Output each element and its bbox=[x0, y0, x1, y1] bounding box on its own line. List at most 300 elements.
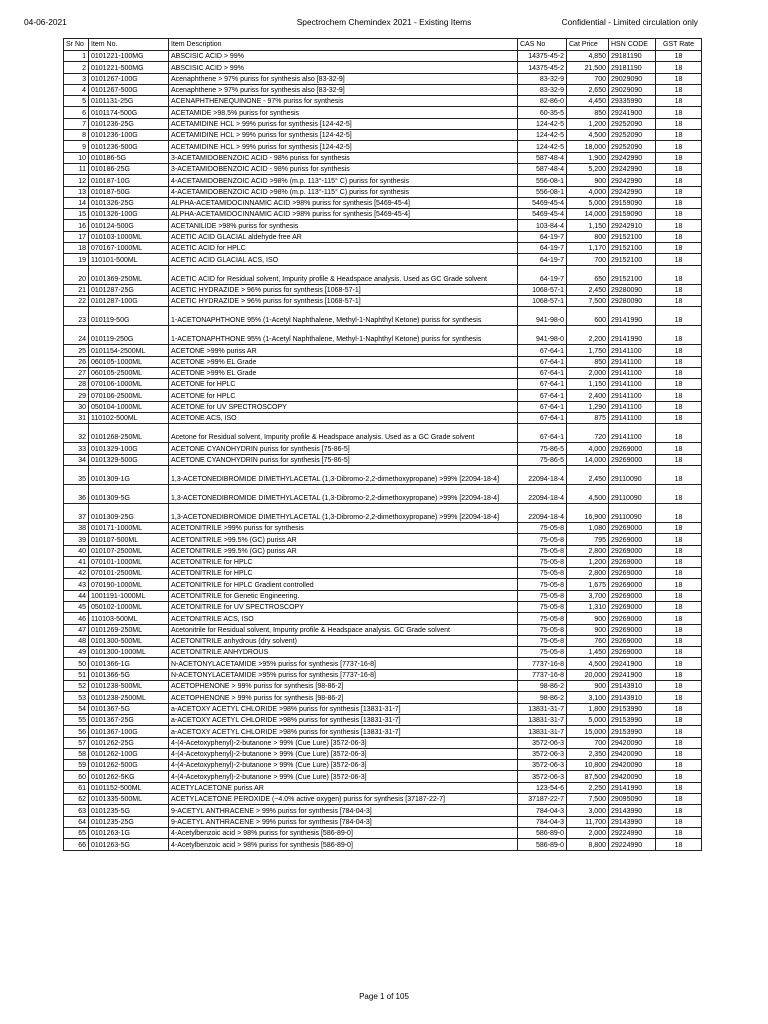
gst-rate-cell: 18 bbox=[656, 197, 702, 208]
hsn-code-cell: 29269000 bbox=[609, 443, 656, 454]
item-no-cell: 0101300-1000ML bbox=[89, 647, 169, 658]
item-no-cell: 0101369-250ML bbox=[89, 265, 169, 284]
item-no-cell: 0101152-500ML bbox=[89, 782, 169, 793]
gst-rate-cell: 18 bbox=[656, 534, 702, 545]
description-cell: ACETYLACETONE puriss AR bbox=[169, 782, 518, 793]
sr-no-cell: 38 bbox=[64, 522, 89, 533]
hsn-code-cell: 29335990 bbox=[609, 96, 656, 107]
description-cell: 1,3-ACETONEDIBROMIDE DIMETHYLACETAL (1,3-Dibromo-2,2-dimethoxypropane) >99% [22094-18-4] bbox=[169, 465, 518, 484]
table-row bbox=[64, 503, 702, 522]
cas-no-cell: 75-05-8 bbox=[518, 647, 567, 658]
gst-rate-cell: 18 bbox=[656, 141, 702, 152]
gst-rate-cell: 18 bbox=[656, 118, 702, 129]
hsn-code-cell: 29269000 bbox=[609, 454, 656, 465]
table-row bbox=[64, 175, 702, 186]
cas-no-cell: 5469-45-4 bbox=[518, 209, 567, 220]
gst-rate-cell: 18 bbox=[656, 163, 702, 174]
item-no-cell: 0101221-100MG bbox=[89, 51, 169, 62]
hsn-code-cell: 29269000 bbox=[609, 534, 656, 545]
hsn-code-cell: 29152100 bbox=[609, 243, 656, 254]
table-row bbox=[64, 307, 702, 326]
price-cell: 4,850 bbox=[567, 51, 609, 62]
gst-rate-cell: 18 bbox=[656, 816, 702, 827]
cas-no-cell: 98-86-2 bbox=[518, 692, 567, 703]
hsn-code-cell: 29224990 bbox=[609, 839, 656, 850]
description-cell: ACETONE for HPLC bbox=[169, 390, 518, 401]
table-row bbox=[64, 635, 702, 646]
item-no-cell: 070167-1000ML bbox=[89, 243, 169, 254]
gst-rate-cell: 18 bbox=[656, 284, 702, 295]
cas-no-cell: 941-98-0 bbox=[518, 307, 567, 326]
sr-no-cell: 36 bbox=[64, 484, 89, 503]
gst-rate-cell: 18 bbox=[656, 96, 702, 107]
item-no-cell: 010124-500G bbox=[89, 220, 169, 231]
price-cell: 760 bbox=[567, 635, 609, 646]
table-row bbox=[64, 805, 702, 816]
description-cell: 4-(4-Acetoxyphenyl)-2-butanone > 99% (Cue Lure) [3572-06-3] bbox=[169, 760, 518, 771]
description-cell: ACETIC ACID GLACIAL aldehyde free AR bbox=[169, 231, 518, 242]
hsn-code-cell: 29141100 bbox=[609, 345, 656, 356]
sr-no-cell: 21 bbox=[64, 284, 89, 295]
item-no-cell: 0101267-500G bbox=[89, 84, 169, 95]
gst-rate-cell: 18 bbox=[656, 771, 702, 782]
table-row bbox=[64, 163, 702, 174]
gst-rate-cell: 18 bbox=[656, 443, 702, 454]
item-no-cell: 0101268-250ML bbox=[89, 424, 169, 443]
price-cell: 700 bbox=[567, 737, 609, 748]
sr-no-cell: 22 bbox=[64, 295, 89, 306]
item-no-cell: 010186-25G bbox=[89, 163, 169, 174]
description-cell: ACETIC ACID for HPLC bbox=[169, 243, 518, 254]
cas-no-cell: 64-19-7 bbox=[518, 254, 567, 265]
cas-no-cell: 3572-06-3 bbox=[518, 771, 567, 782]
gst-rate-cell: 18 bbox=[656, 726, 702, 737]
item-no-cell: 010107-2500ML bbox=[89, 545, 169, 556]
cas-no-cell: 587-48-4 bbox=[518, 163, 567, 174]
price-cell: 900 bbox=[567, 681, 609, 692]
hsn-code-cell: 29420090 bbox=[609, 771, 656, 782]
sr-no-cell: 55 bbox=[64, 714, 89, 725]
gst-rate-cell: 18 bbox=[656, 714, 702, 725]
hsn-code-cell: 29280090 bbox=[609, 284, 656, 295]
sr-no-cell: 24 bbox=[64, 326, 89, 345]
description-cell: ACETIC HYDRAZIDE > 96% puriss for synthesis [1068-57-1] bbox=[169, 284, 518, 295]
table-row bbox=[64, 534, 702, 545]
cas-no-cell: 98-86-2 bbox=[518, 681, 567, 692]
gst-rate-cell: 18 bbox=[656, 647, 702, 658]
hsn-code-cell: 29159090 bbox=[609, 197, 656, 208]
hsn-code-cell: 29141100 bbox=[609, 413, 656, 424]
gst-rate-cell: 18 bbox=[656, 209, 702, 220]
cas-no-cell: 67-64-1 bbox=[518, 367, 567, 378]
item-no-cell: 0101154-2500ML bbox=[89, 345, 169, 356]
gst-rate-cell: 18 bbox=[656, 424, 702, 443]
item-no-cell: 060105-1000ML bbox=[89, 356, 169, 367]
price-cell: 18,000 bbox=[567, 141, 609, 152]
item-no-cell: 0101238-500ML bbox=[89, 681, 169, 692]
description-cell: ALPHA-ACETAMIDOCINNAMIC ACID >98% puriss for synthesis [5469-45-4] bbox=[169, 197, 518, 208]
item-no-cell: 0101236-100G bbox=[89, 130, 169, 141]
price-cell: 4,500 bbox=[567, 130, 609, 141]
price-cell: 650 bbox=[567, 265, 609, 284]
hsn-code-cell: 29252090 bbox=[609, 141, 656, 152]
gst-rate-cell: 18 bbox=[656, 503, 702, 522]
sr-no-cell: 44 bbox=[64, 590, 89, 601]
sr-no-cell: 2 bbox=[64, 62, 89, 73]
cas-no-cell: 75-05-8 bbox=[518, 568, 567, 579]
sr-no-cell: 8 bbox=[64, 130, 89, 141]
sr-no-cell: 39 bbox=[64, 534, 89, 545]
description-cell: 1,3-ACETONEDIBROMIDE DIMETHYLACETAL (1,3-Dibromo-2,2-dimethoxypropane) >99% [22094-18-4] bbox=[169, 484, 518, 503]
col-sr-no: Sr No bbox=[64, 39, 89, 51]
gst-rate-cell: 18 bbox=[656, 107, 702, 118]
price-cell: 5,000 bbox=[567, 714, 609, 725]
table-row bbox=[64, 62, 702, 73]
table-header-row bbox=[64, 39, 702, 51]
description-cell: 3-ACETAMIDOBENZOIC ACID - 98% puriss for synthesis bbox=[169, 163, 518, 174]
sr-no-cell: 42 bbox=[64, 568, 89, 579]
hsn-code-cell: 29269000 bbox=[609, 647, 656, 658]
item-no-cell: 050104-1000ML bbox=[89, 401, 169, 412]
description-cell: ACETOPHENONE > 99% puriss for synthesis [98-86-2] bbox=[169, 692, 518, 703]
cas-no-cell: 75-86-5 bbox=[518, 443, 567, 454]
col-item-no: Item No. bbox=[89, 39, 169, 51]
sr-no-cell: 6 bbox=[64, 107, 89, 118]
description-cell: 4-(4-Acetoxyphenyl)-2-butanone > 99% (Cue Lure) [3572-06-3] bbox=[169, 737, 518, 748]
price-cell: 4,500 bbox=[567, 484, 609, 503]
description-cell: ACETYLACETONE PEROXIDE (~4.0% active oxygen) puriss for synthesis [37187-22-7] bbox=[169, 794, 518, 805]
price-cell: 700 bbox=[567, 254, 609, 265]
description-cell: ACETONITRILE ACS, ISO bbox=[169, 613, 518, 624]
description-cell: a-ACETOXY ACETYL CHLORIDE >98% puriss for synthesis [13831-31-7] bbox=[169, 714, 518, 725]
description-cell: 4-ACETAMIDOBENZOIC ACID >98% (m.p. 113°-115° C) puriss for synthesis bbox=[169, 186, 518, 197]
sr-no-cell: 40 bbox=[64, 545, 89, 556]
cas-no-cell: 13831-31-7 bbox=[518, 726, 567, 737]
table-row bbox=[64, 737, 702, 748]
hsn-code-cell: 29141100 bbox=[609, 390, 656, 401]
description-cell: ACETONE >99% EL Grade bbox=[169, 356, 518, 367]
hsn-code-cell: 29269000 bbox=[609, 556, 656, 567]
sr-no-cell: 56 bbox=[64, 726, 89, 737]
hsn-code-cell: 29181190 bbox=[609, 62, 656, 73]
hsn-code-cell: 29242990 bbox=[609, 163, 656, 174]
item-no-cell: 0101335-500ML bbox=[89, 794, 169, 805]
gst-rate-cell: 18 bbox=[656, 152, 702, 163]
gst-rate-cell: 18 bbox=[656, 601, 702, 612]
hsn-code-cell: 29110090 bbox=[609, 503, 656, 522]
cas-no-cell: 67-64-1 bbox=[518, 424, 567, 443]
sr-no-cell: 41 bbox=[64, 556, 89, 567]
table-row bbox=[64, 424, 702, 443]
cas-no-cell: 75-05-8 bbox=[518, 556, 567, 567]
gst-rate-cell: 18 bbox=[656, 545, 702, 556]
cas-no-cell: 75-05-8 bbox=[518, 635, 567, 646]
table-row bbox=[64, 356, 702, 367]
table-row bbox=[64, 84, 702, 95]
price-cell: 2,000 bbox=[567, 367, 609, 378]
sr-no-cell: 61 bbox=[64, 782, 89, 793]
cas-no-cell: 75-05-8 bbox=[518, 534, 567, 545]
item-no-cell: 0101236-500G bbox=[89, 141, 169, 152]
gst-rate-cell: 18 bbox=[656, 62, 702, 73]
hsn-code-cell: 29153990 bbox=[609, 726, 656, 737]
price-cell: 2,000 bbox=[567, 827, 609, 838]
table-row bbox=[64, 141, 702, 152]
gst-rate-cell: 18 bbox=[656, 681, 702, 692]
table-row bbox=[64, 703, 702, 714]
description-cell: ACETONITRILE >99.5% (GC) puriss AR bbox=[169, 534, 518, 545]
sr-no-cell: 63 bbox=[64, 805, 89, 816]
cas-no-cell: 586-89-0 bbox=[518, 827, 567, 838]
hsn-code-cell: 29141990 bbox=[609, 782, 656, 793]
description-cell: ACETONITRILE for UV SPECTROSCOPY bbox=[169, 601, 518, 612]
item-no-cell: 070190-1000ML bbox=[89, 579, 169, 590]
price-cell: 3,100 bbox=[567, 692, 609, 703]
gst-rate-cell: 18 bbox=[656, 692, 702, 703]
description-cell: ACETONITRILE >99% puriss for synthesis bbox=[169, 522, 518, 533]
sr-no-cell: 14 bbox=[64, 197, 89, 208]
description-cell: ACETONE for UV SPECTROSCOPY bbox=[169, 401, 518, 412]
description-cell: ACETANILIDE >98% puriss for synthesis bbox=[169, 220, 518, 231]
hsn-code-cell: 29141100 bbox=[609, 424, 656, 443]
table-row bbox=[64, 231, 702, 242]
item-no-cell: 0101262-100G bbox=[89, 748, 169, 759]
sr-no-cell: 49 bbox=[64, 647, 89, 658]
hsn-code-cell: 29269000 bbox=[609, 522, 656, 533]
hsn-code-cell: 29242990 bbox=[609, 152, 656, 163]
table-row bbox=[64, 265, 702, 284]
gst-rate-cell: 18 bbox=[656, 356, 702, 367]
cas-no-cell: 13831-31-7 bbox=[518, 703, 567, 714]
price-cell: 8,800 bbox=[567, 839, 609, 850]
table-row bbox=[64, 209, 702, 220]
cas-no-cell: 5469-45-4 bbox=[518, 197, 567, 208]
price-cell: 2,450 bbox=[567, 284, 609, 295]
sr-no-cell: 29 bbox=[64, 390, 89, 401]
sr-no-cell: 18 bbox=[64, 243, 89, 254]
table-row bbox=[64, 714, 702, 725]
gst-rate-cell: 18 bbox=[656, 84, 702, 95]
item-no-cell: 0101309-1G bbox=[89, 465, 169, 484]
description-cell: ACETONITRILE ANHYDROUS bbox=[169, 647, 518, 658]
item-no-cell: 110103-500ML bbox=[89, 613, 169, 624]
col-hsn-code: HSN CODE bbox=[609, 39, 656, 51]
cas-no-cell: 3572-06-3 bbox=[518, 760, 567, 771]
description-cell: ACETONITRILE for HPLC bbox=[169, 568, 518, 579]
gst-rate-cell: 18 bbox=[656, 51, 702, 62]
description-cell: ACETONITRILE for HPLC Gradient controlled bbox=[169, 579, 518, 590]
hsn-code-cell: 29152100 bbox=[609, 231, 656, 242]
gst-rate-cell: 18 bbox=[656, 401, 702, 412]
price-cell: 900 bbox=[567, 613, 609, 624]
page-header bbox=[0, 17, 768, 31]
hsn-code-cell: 29242990 bbox=[609, 175, 656, 186]
item-no-cell: 0101309-25G bbox=[89, 503, 169, 522]
price-cell: 2,200 bbox=[567, 326, 609, 345]
sr-no-cell: 27 bbox=[64, 367, 89, 378]
description-cell: ACETIC ACID for Residual solvent, Impurity profile & Headspace analysis. Used as GC Grade solvent bbox=[169, 265, 518, 284]
sr-no-cell: 66 bbox=[64, 839, 89, 850]
gst-rate-cell: 18 bbox=[656, 265, 702, 284]
item-no-cell: 0101269-250ML bbox=[89, 624, 169, 635]
gst-rate-cell: 18 bbox=[656, 635, 702, 646]
table-row bbox=[64, 326, 702, 345]
price-cell: 2,800 bbox=[567, 545, 609, 556]
sr-no-cell: 46 bbox=[64, 613, 89, 624]
gst-rate-cell: 18 bbox=[656, 748, 702, 759]
price-cell: 1,290 bbox=[567, 401, 609, 412]
price-cell: 15,000 bbox=[567, 726, 609, 737]
gst-rate-cell: 18 bbox=[656, 243, 702, 254]
item-no-cell: 0101300-500ML bbox=[89, 635, 169, 646]
col-gst-rate: GST Rate bbox=[656, 39, 702, 51]
price-cell: 1,170 bbox=[567, 243, 609, 254]
hsn-code-cell: 29242990 bbox=[609, 186, 656, 197]
cas-no-cell: 82-86-0 bbox=[518, 96, 567, 107]
price-cell: 2,450 bbox=[567, 465, 609, 484]
item-no-cell: 0101287-25G bbox=[89, 284, 169, 295]
sr-no-cell: 54 bbox=[64, 703, 89, 714]
price-cell: 3,700 bbox=[567, 590, 609, 601]
gst-rate-cell: 18 bbox=[656, 760, 702, 771]
sr-no-cell: 43 bbox=[64, 579, 89, 590]
item-no-cell: 0101262-5KG bbox=[89, 771, 169, 782]
sr-no-cell: 3 bbox=[64, 73, 89, 84]
table-row bbox=[64, 726, 702, 737]
table-row bbox=[64, 556, 702, 567]
table-row bbox=[64, 254, 702, 265]
sr-no-cell: 11 bbox=[64, 163, 89, 174]
gst-rate-cell: 18 bbox=[656, 556, 702, 567]
price-cell: 850 bbox=[567, 107, 609, 118]
item-no-cell: 070101-1000ML bbox=[89, 556, 169, 567]
sr-no-cell: 26 bbox=[64, 356, 89, 367]
table-row bbox=[64, 816, 702, 827]
sr-no-cell: 17 bbox=[64, 231, 89, 242]
sr-no-cell: 64 bbox=[64, 816, 89, 827]
item-no-cell: 0101131-25G bbox=[89, 96, 169, 107]
gst-rate-cell: 18 bbox=[656, 484, 702, 503]
table-row bbox=[64, 624, 702, 635]
cas-no-cell: 123-54-6 bbox=[518, 782, 567, 793]
cas-no-cell: 586-89-0 bbox=[518, 839, 567, 850]
item-no-cell: 0101309-5G bbox=[89, 484, 169, 503]
gst-rate-cell: 18 bbox=[656, 295, 702, 306]
description-cell: 4-Acetylbenzoic acid > 98% puriss for synthesis [586-89-0] bbox=[169, 827, 518, 838]
table-row bbox=[64, 186, 702, 197]
price-cell: 14,000 bbox=[567, 209, 609, 220]
cas-no-cell: 103-84-4 bbox=[518, 220, 567, 231]
gst-rate-cell: 18 bbox=[656, 794, 702, 805]
cas-no-cell: 67-64-1 bbox=[518, 413, 567, 424]
item-no-cell: 0101367-25G bbox=[89, 714, 169, 725]
hsn-code-cell: 29241900 bbox=[609, 669, 656, 680]
cas-no-cell: 75-05-8 bbox=[518, 522, 567, 533]
hsn-code-cell: 29143990 bbox=[609, 805, 656, 816]
price-cell: 900 bbox=[567, 175, 609, 186]
table-row bbox=[64, 390, 702, 401]
table-row bbox=[64, 465, 702, 484]
table-row bbox=[64, 73, 702, 84]
item-no-cell: 0101238-2500ML bbox=[89, 692, 169, 703]
sr-no-cell: 19 bbox=[64, 254, 89, 265]
description-cell: ACENAPHTHENEQUINONE - 97% puriss for synthesis bbox=[169, 96, 518, 107]
price-cell: 4,450 bbox=[567, 96, 609, 107]
table-row bbox=[64, 658, 702, 669]
cas-no-cell: 1068-57-1 bbox=[518, 295, 567, 306]
description-cell: ACETAMIDE >98.5% puriss for synthesis bbox=[169, 107, 518, 118]
cas-no-cell: 7737-16-8 bbox=[518, 658, 567, 669]
description-cell: ACETAMIDINE HCL > 99% puriss for synthesis [124-42-5] bbox=[169, 130, 518, 141]
gst-rate-cell: 18 bbox=[656, 522, 702, 533]
sr-no-cell: 53 bbox=[64, 692, 89, 703]
item-no-cell: 0101174-500G bbox=[89, 107, 169, 118]
price-cell: 1,900 bbox=[567, 152, 609, 163]
sr-no-cell: 25 bbox=[64, 345, 89, 356]
sr-no-cell: 5 bbox=[64, 96, 89, 107]
cas-no-cell: 784-04-3 bbox=[518, 805, 567, 816]
item-no-cell: 0101263-5G bbox=[89, 839, 169, 850]
price-cell: 87,500 bbox=[567, 771, 609, 782]
item-no-cell: 0101287-100G bbox=[89, 295, 169, 306]
cas-no-cell: 67-64-1 bbox=[518, 345, 567, 356]
sr-no-cell: 34 bbox=[64, 454, 89, 465]
table-row bbox=[64, 771, 702, 782]
price-cell: 11,700 bbox=[567, 816, 609, 827]
table-row bbox=[64, 590, 702, 601]
description-cell: ACETOPHENONE > 99% puriss for synthesis [98-86-2] bbox=[169, 681, 518, 692]
sr-no-cell: 16 bbox=[64, 220, 89, 231]
sr-no-cell: 60 bbox=[64, 771, 89, 782]
description-cell: 1-ACETONAPHTHONE 95% (1-Acetyl Naphthalene, Methyl-1-Naphthyl Ketone) puriss for synthesis bbox=[169, 307, 518, 326]
description-cell: ABSCISIC ACID > 99% bbox=[169, 51, 518, 62]
table-row bbox=[64, 692, 702, 703]
hsn-code-cell: 29269000 bbox=[609, 635, 656, 646]
cas-no-cell: 22094-18-4 bbox=[518, 465, 567, 484]
item-no-cell: 010119-250G bbox=[89, 326, 169, 345]
sr-no-cell: 32 bbox=[64, 424, 89, 443]
price-cell: 1,450 bbox=[567, 647, 609, 658]
sr-no-cell: 28 bbox=[64, 379, 89, 390]
description-cell: ACETIC ACID GLACIAL ACS, ISO bbox=[169, 254, 518, 265]
price-cell: 1,080 bbox=[567, 522, 609, 533]
item-no-cell: 010107-500ML bbox=[89, 534, 169, 545]
cas-no-cell: 556-08-1 bbox=[518, 186, 567, 197]
item-no-cell: 110101-500ML bbox=[89, 254, 169, 265]
description-cell: ACETONE CYANOHYDRIN puriss for synthesis [75-86-5] bbox=[169, 443, 518, 454]
price-cell: 2,250 bbox=[567, 782, 609, 793]
table-row bbox=[64, 401, 702, 412]
hsn-code-cell: 29141100 bbox=[609, 379, 656, 390]
item-no-cell: 070106-2500ML bbox=[89, 390, 169, 401]
hsn-code-cell: 29141990 bbox=[609, 307, 656, 326]
table-row bbox=[64, 379, 702, 390]
cas-no-cell: 14375-45-2 bbox=[518, 51, 567, 62]
cas-no-cell: 3572-06-3 bbox=[518, 737, 567, 748]
item-no-cell: 0101329-100G bbox=[89, 443, 169, 454]
gst-rate-cell: 18 bbox=[656, 390, 702, 401]
price-cell: 7,500 bbox=[567, 295, 609, 306]
description-cell: ALPHA-ACETAMIDOCINNAMIC ACID >98% puriss for synthesis [5469-45-4] bbox=[169, 209, 518, 220]
cas-no-cell: 75-05-8 bbox=[518, 613, 567, 624]
description-cell: ACETONE for HPLC bbox=[169, 379, 518, 390]
gst-rate-cell: 18 bbox=[656, 624, 702, 635]
item-no-cell: 070106-1000ML bbox=[89, 379, 169, 390]
table-row bbox=[64, 579, 702, 590]
item-no-cell: 0101367-100G bbox=[89, 726, 169, 737]
gst-rate-cell: 18 bbox=[656, 613, 702, 624]
price-cell: 850 bbox=[567, 356, 609, 367]
